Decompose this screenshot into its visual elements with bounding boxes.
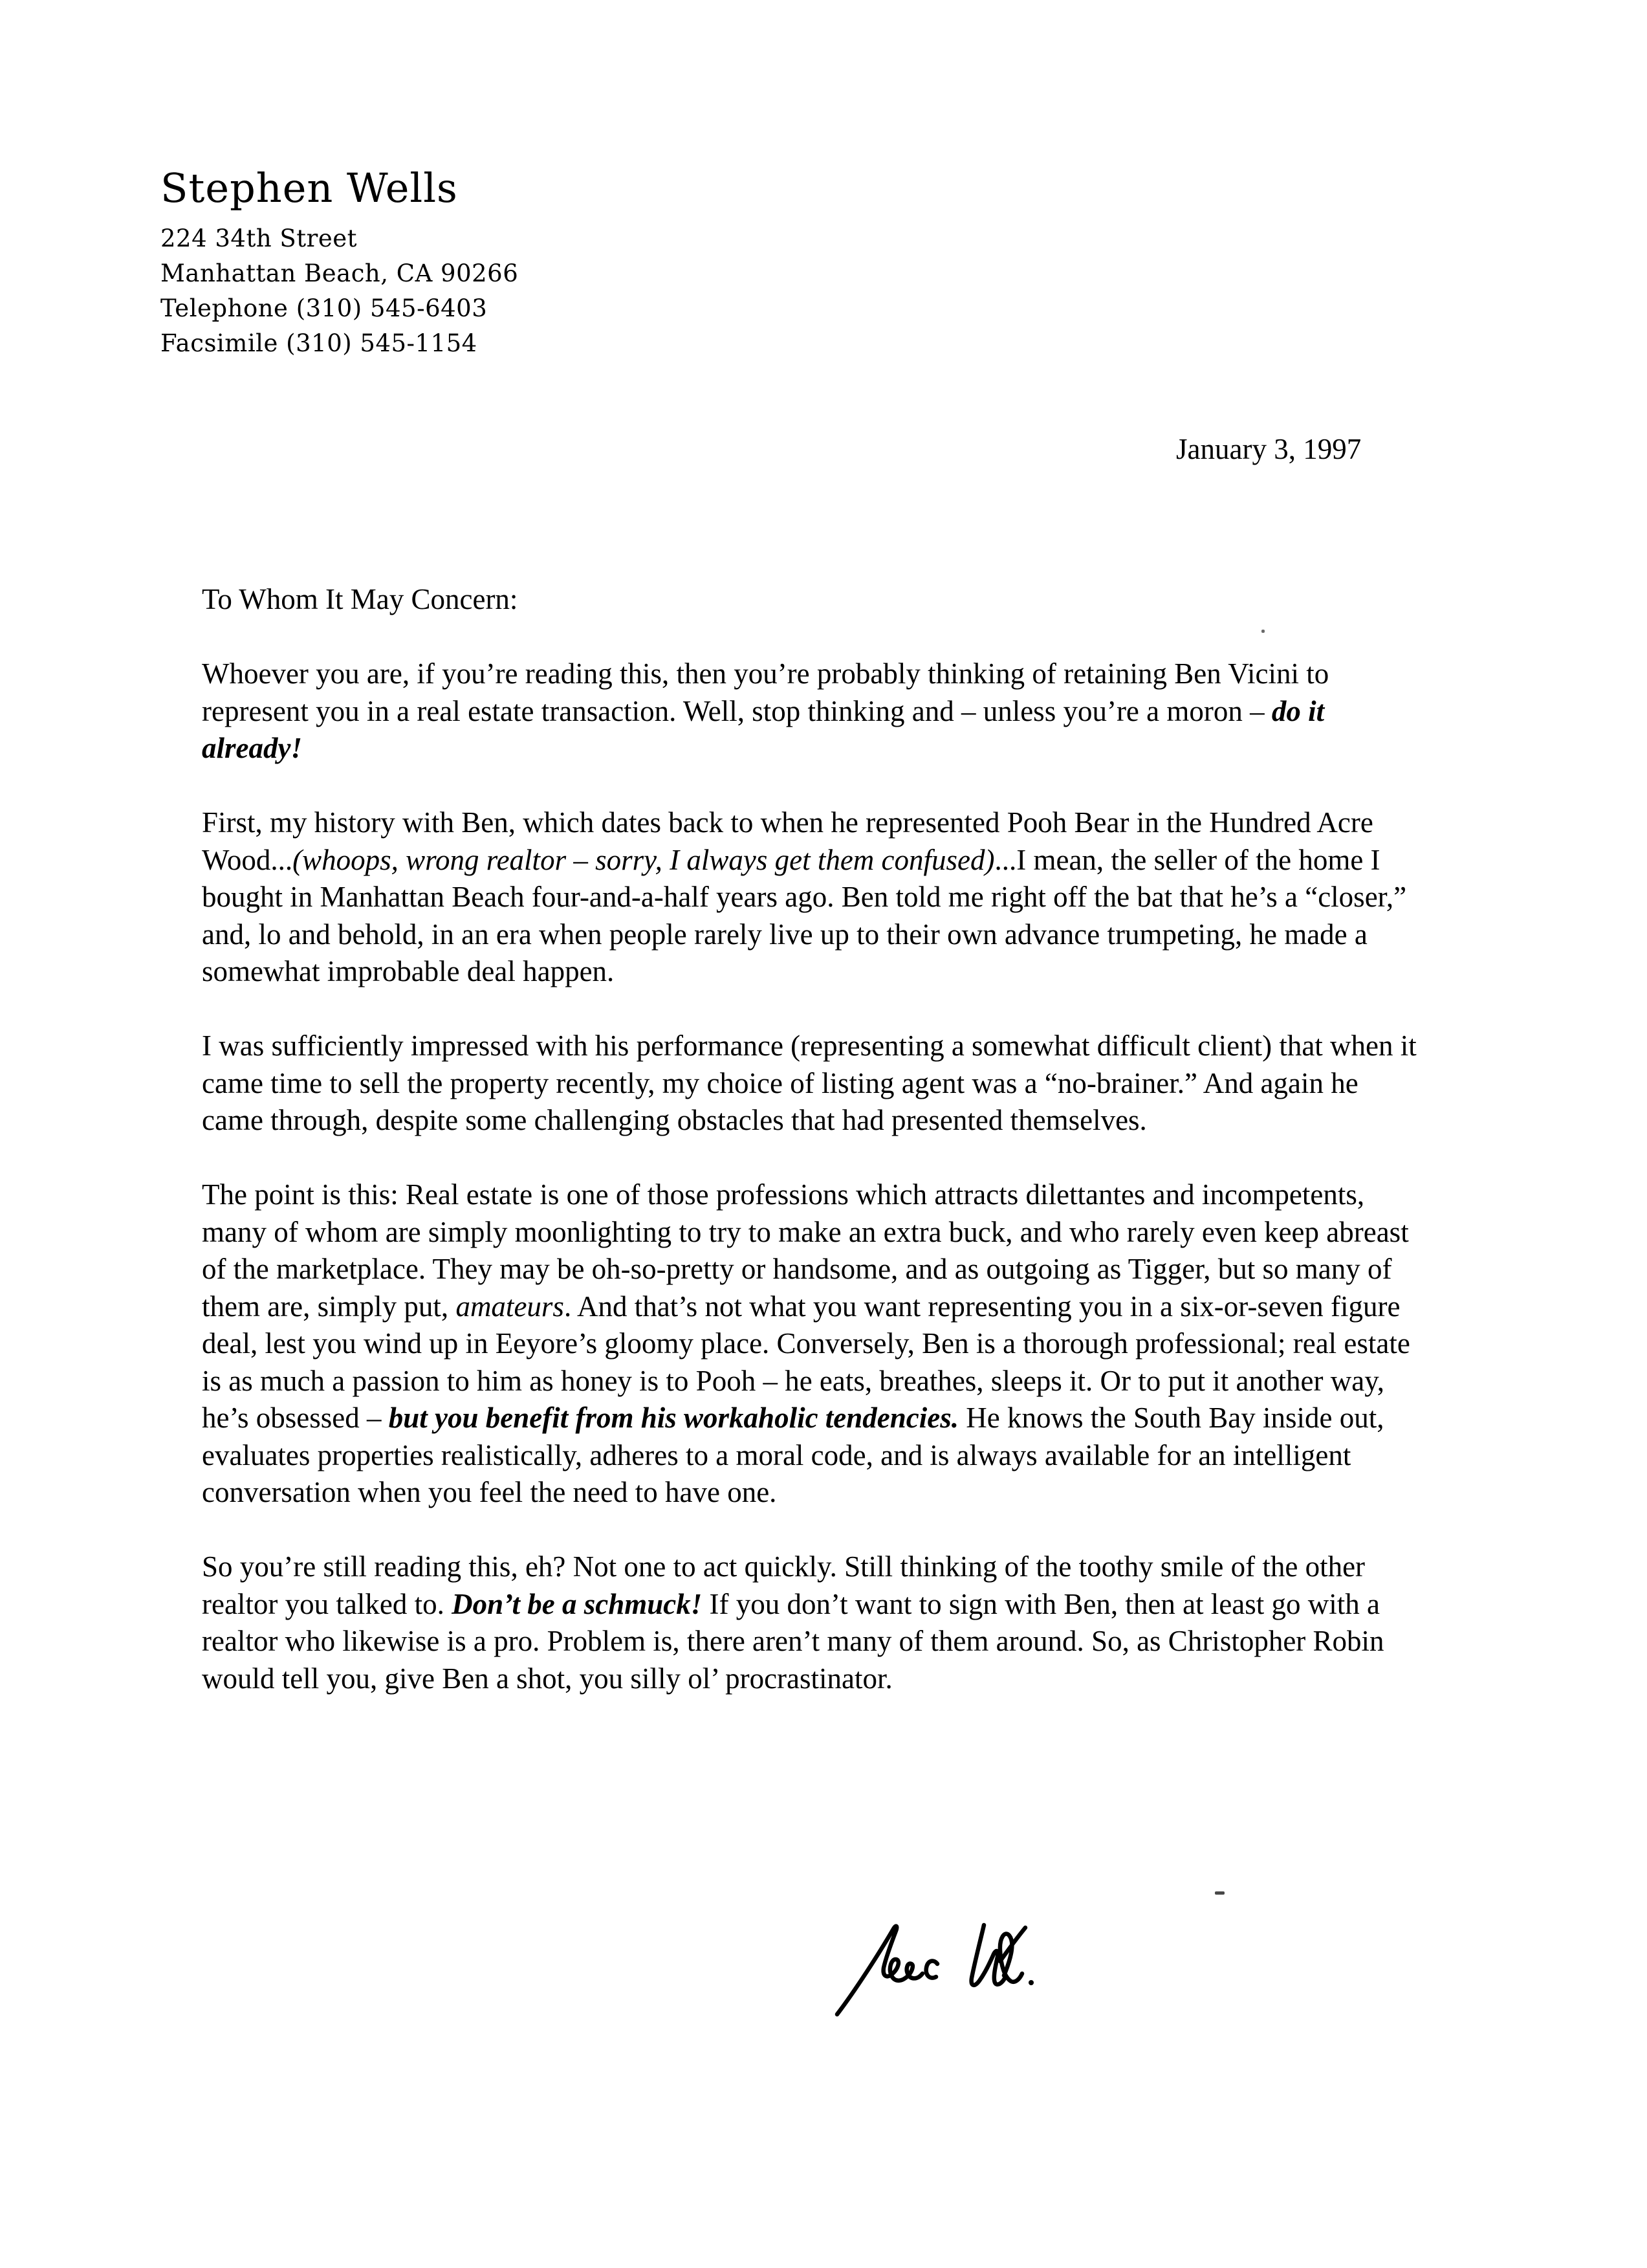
letter-paragraph	[202, 655, 1421, 767]
letterhead-address-line-1: 224 34th Street	[160, 225, 357, 252]
text-run-normal: Whoever you are, if you’re reading this, then you’re probably thinking of retaining Ben Vicini to represent you in a real estate transaction. Well, stop thinking and – unless you’re a moron –	[202, 657, 1329, 727]
text-run-italic: amateurs	[455, 1290, 564, 1323]
letter-date: January 3, 1997	[1176, 433, 1362, 465]
text-run-normal: ...I mean, the seller of the home I bought in Manhattan Beach four-and-a-half years ago. Ben told me right off the bat that he’s a “closer,” and, lo and behold, in an era when people rarely live up to their own advance trumpeting, he made a somewhat improbable deal happen.	[202, 843, 1407, 987]
text-run-bold-italic: but you benefit from his workaholic tendencies.	[388, 1402, 959, 1434]
letterhead-fax: Facsimile (310) 545-1154	[160, 329, 477, 357]
text-run-italic: (whoops, wrong realtor – sorry, I always get them confused)	[292, 843, 995, 876]
text-run-normal: If you don’t want to sign with Ben, then at least go with a realtor who likewise is a pro. Problem is, there aren’t many of them around. So, as Christopher Robin would tell you, give Ben a shot, you silly ol’ procrastinator.	[202, 1587, 1384, 1695]
salutation: To Whom It May Concern:	[202, 583, 518, 615]
letter-paragraph	[202, 1548, 1421, 1697]
text-run-normal: So you’re still reading this, eh? Not one to act quickly. Still thinking of the toothy smile of the other realtor you talked to.	[202, 1550, 1366, 1620]
letter-paragraph	[202, 804, 1421, 991]
text-run-normal: He knows the South Bay inside out, evaluates properties realistically, adheres to a moral code, and is always available for an intelligent conversation when you feel the need to have one.	[202, 1402, 1384, 1508]
text-run-bold-italic: Don’t be a schmuck!	[452, 1587, 703, 1620]
scan-artifact-dot	[1261, 630, 1265, 633]
letter-body	[202, 581, 1421, 1735]
letterhead-address-line-2: Manhattan Beach, CA 90266	[160, 259, 519, 287]
signature-handwriting-icon	[833, 1921, 1035, 2018]
letterhead	[160, 166, 518, 361]
text-run-normal: The point is this: Real estate is one of those professions which attracts dilettantes and incompetents, many of whom are simply moonlighting to try to make an extra buck, and who rarely even keep abreast of the marketplace. They may be oh-so-pretty or handsome, and as outgoing as Tigger, but so many of them are, simply put,	[202, 1178, 1409, 1323]
letter-paragraph	[202, 1028, 1421, 1140]
letterhead-name: Stephen Wells	[160, 164, 458, 212]
text-run-normal: First, my history with Ben, which dates back to when he represented Pooh Bear in the Hundred Acre Wood...	[202, 806, 1373, 876]
letterhead-phone: Telephone (310) 545-6403	[160, 294, 488, 322]
text-run-normal: . And that’s not what you want representing you in a six-or-seven figure deal, lest you wind up in Eeyore’s gloomy place. Conversely, Ben is a thorough professional; real estate is as much a passion to him as honey is to Pooh – he eats, breathes, sleeps it. Or to put it another way, he’s obsessed –	[202, 1290, 1410, 1434]
letter-paragraphs	[202, 655, 1421, 1697]
text-run-normal: I was sufficiently impressed with his performance (representing a somewhat difficult client) that when it came time to sell the property recently, my choice of listing agent was a “no-brainer.” And again he came through, despite some challenging obstacles that had presented themselves.	[202, 1029, 1417, 1136]
text-run-bold-italic: do it already!	[202, 694, 1325, 764]
scan-artifact-dash	[1215, 1891, 1225, 1895]
letter-paragraph	[202, 1176, 1421, 1512]
